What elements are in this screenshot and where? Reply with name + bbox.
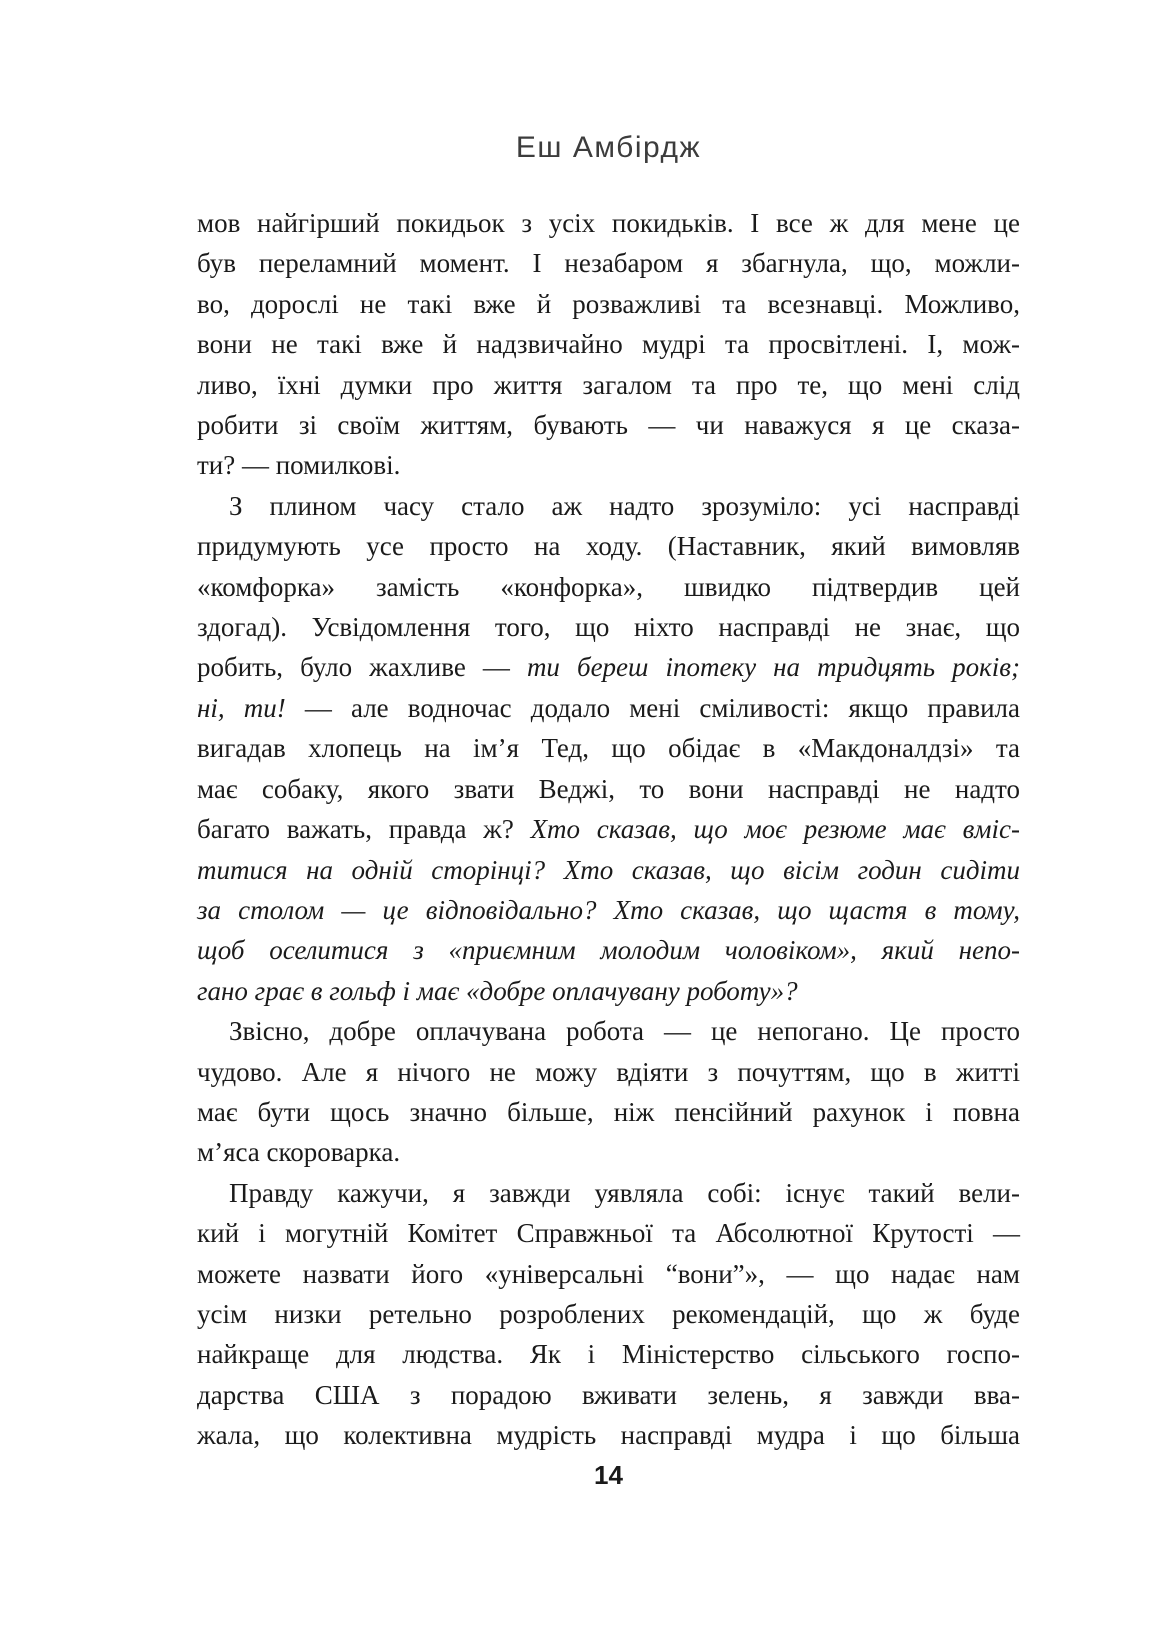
- text-line: [197, 445, 1020, 485]
- text-segment: найкраще для людства. Як і Міністерство сільського госпо-: [197, 1339, 1020, 1370]
- text-line: [197, 567, 1020, 607]
- text-segment: чудово. Але я нічого не можу вдіяти з почуттям, що в житті: [197, 1056, 1020, 1087]
- text-segment: во, дорослі не такі вже й розважливі та всезнавці. Можливо,: [197, 288, 1020, 319]
- text-line: [197, 1011, 1020, 1051]
- text-segment: робить, було жахливе —: [197, 652, 527, 683]
- italic-text-segment: щоб оселитися з «приємним молодим чоловіком», який непо-: [197, 935, 1020, 966]
- text-line: [197, 405, 1020, 445]
- text-segment: дарства США з порадою вживати зелень, я завжди вва-: [197, 1379, 1020, 1410]
- text-line: [197, 324, 1020, 364]
- text-segment: ти? — помилкові.: [197, 450, 401, 481]
- italic-text-segment: ти береш іпотеку на тридцять років;: [526, 652, 1020, 683]
- text-segment: — але водночас додало мені сміливості: якщо правила: [285, 692, 1020, 723]
- text-line: [197, 243, 1020, 283]
- text-segment: ливо, їхні думки про життя загалом та про те, що мені слід: [197, 369, 1020, 400]
- text-line: [197, 607, 1020, 647]
- text-line: [197, 1052, 1020, 1092]
- text-segment: вони не такі вже й надзвичайно мудрі та просвітлені. І, мож-: [197, 329, 1020, 360]
- text-line: [197, 284, 1020, 324]
- text-segment: кий і могутній Комітет Справжньої та Абсолютної Крутості —: [197, 1218, 1020, 1249]
- text-line: [197, 728, 1020, 768]
- text-segment: жала, що колективна мудрість насправді мудра і що більша: [197, 1420, 1020, 1451]
- text-segment: Звісно, добре оплачувана робота — це непогано. Це просто: [229, 1016, 1020, 1047]
- text-line: [197, 365, 1020, 405]
- text-line: [197, 1415, 1020, 1455]
- text-line: [197, 688, 1020, 728]
- text-segment: придумують усе просто на ходу. (Наставник, який вимовляв: [197, 531, 1020, 562]
- text-segment: «комфорка» замість «конфорка», швидко підтвердив цей: [197, 571, 1020, 602]
- text-segment: має собаку, якого звати Веджі, то вони насправді не надто: [197, 773, 1020, 804]
- text-line: [197, 1375, 1020, 1415]
- text-segment: робити зі своїм життям, бувають — чи наважуся я це сказа-: [197, 410, 1020, 441]
- text-line: [197, 1294, 1020, 1334]
- italic-text-segment: гано грає в гольф і має «добре оплачувану роботу»?: [197, 975, 798, 1006]
- text-segment: має бути щось значно більше, ніж пенсійний рахунок і повна: [197, 1096, 1020, 1127]
- text-line: [197, 1132, 1020, 1172]
- text-line: [197, 850, 1020, 890]
- text-line: [197, 203, 1020, 243]
- body-text: [197, 203, 1020, 1456]
- text-line: [197, 930, 1020, 970]
- text-segment: можете назвати його «універсальні “вони”», — що надає нам: [197, 1258, 1020, 1289]
- page-number: 14: [594, 1460, 623, 1490]
- text-line: [197, 1334, 1020, 1374]
- text-segment: З плином часу стало аж надто зрозуміло: усі насправді: [229, 490, 1020, 521]
- italic-text-segment: титися на одній сторінці? Хто сказав, що вісім годин сидіти: [197, 854, 1020, 885]
- text-line: [197, 769, 1020, 809]
- text-segment: багато важать, правда ж?: [197, 814, 531, 845]
- text-segment: здогад). Усвідомлення того, що ніхто насправді не знає, що: [197, 612, 1020, 643]
- italic-text-segment: Хто сказав, що моє резюме має вміс-: [530, 814, 1021, 845]
- text-line: [197, 809, 1020, 849]
- text-line: [197, 647, 1020, 687]
- text-line: [197, 1213, 1020, 1253]
- text-segment: м’яса скороварка.: [197, 1137, 401, 1168]
- text-line: [197, 1254, 1020, 1294]
- text-line: [197, 890, 1020, 930]
- text-line: [197, 526, 1020, 566]
- text-line: [197, 486, 1020, 526]
- text-segment: мов найгірший покидьок з усіх покидьків. І все ж для мене це: [197, 208, 1020, 238]
- text-line: [197, 1173, 1020, 1213]
- italic-text-segment: за столом — це відповідально? Хто сказав, що щастя в тому,: [197, 894, 1020, 925]
- text-segment: вигадав хлопець на ім’я Тед, що обідає в «Макдоналдзі» та: [197, 733, 1020, 764]
- text-segment: усім низки ретельно розроблених рекомендацій, що ж буде: [197, 1298, 1020, 1329]
- text-line: [197, 971, 1020, 1011]
- text-segment: був переламний момент. І незабаром я збагнула, що, можли-: [197, 248, 1020, 279]
- text-line: [197, 1092, 1020, 1132]
- text-segment: Правду кажучи, я завжди уявляла собі: існує такий вели-: [229, 1177, 1020, 1208]
- running-header: Еш Амбірдж: [515, 131, 702, 164]
- italic-text-segment: ні, ти!: [197, 692, 286, 723]
